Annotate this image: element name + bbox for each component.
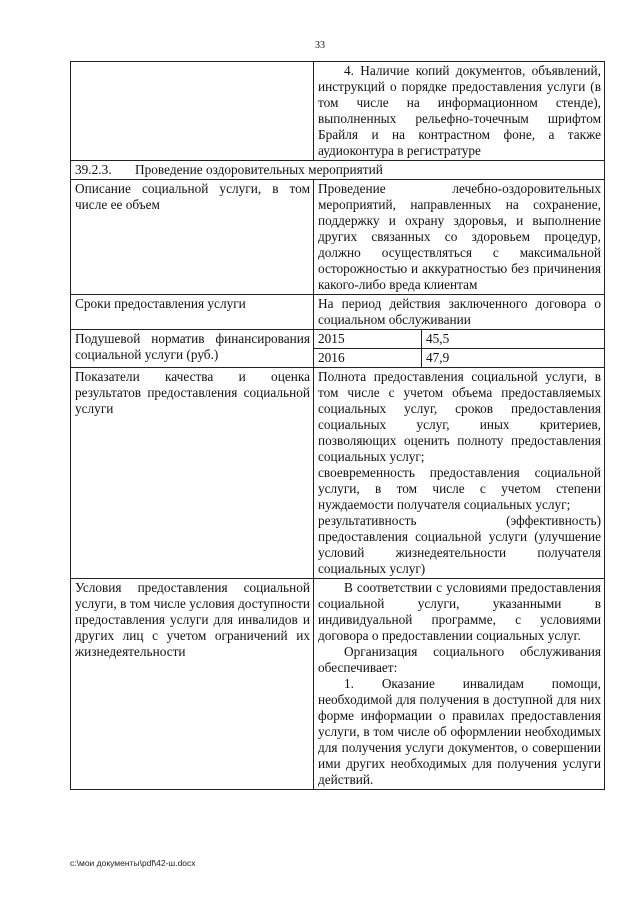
table-row — [71, 180, 605, 295]
funding-year: 2015 — [314, 330, 422, 349]
row-label: Показатели качества и оценка результатов предоставления социальной услуги — [71, 368, 314, 579]
empty-cell — [71, 62, 314, 161]
terms-text: На период действия заключенного договора о социальном обслуживании — [314, 295, 605, 330]
row-label: Условия предоставления социальной услуги, в том числе условия доступности предоставления услуги для инвалидов и других лиц с учетом ограничений их жизнедеятельности — [71, 579, 314, 790]
file-path-footer: c:\мои документы\pdf\42-ш.docx — [70, 858, 196, 868]
conditions-paragraph: В соответствии с условиями предоставления социальной услуги, указанными в индивидуальной программе, с условиями договора о предоставлении социальных услуг. — [318, 580, 601, 643]
quality-paragraph: своевременность предоставления социальной услуги, в том числе с учетом степени нуждаемости получателя социальных услуг; — [318, 465, 601, 512]
table-row — [71, 330, 605, 349]
conditions-paragraph: 1. Оказание инвалидам помощи, необходимой для получения в доступной для них форме информации о правилах предоставления услуги, в том числе об оформлении необходимых для получения услуги документов, о совершении ими других необходимых для получения услуги действий. — [318, 676, 601, 787]
conditions-paragraph: Организация социального обслуживания обеспечивает: — [318, 644, 601, 675]
table-row — [71, 368, 605, 579]
row-label: Подушевой норматив финансирования социальной услуги (руб.) — [71, 330, 314, 368]
quality-paragraph: результативность (эффективность) предоставления социальной услуги (улучшение условий жизнедеятельности получателя социальных услуг) — [318, 513, 601, 576]
description-text: Проведение лечебно-оздоровительных мероприятий, направленных на сохранение, поддержку и охрану здоровья, и выполнение других связанных со здоровьем процедур, должно осуществляться с максимальной осторожностью и аккуратностью без причинения какого-либо вреда клиентам — [314, 180, 605, 295]
quality-text — [314, 368, 605, 579]
table-row — [71, 579, 605, 790]
section-number: 39.2.3. — [75, 162, 112, 177]
section-header-row — [71, 161, 605, 180]
quality-paragraph: Полнота предоставления социальной услуги, в том числе с учетом объема предоставляемых социальных услуг, сроков предоставления социальных услуг, иных критериев, позволяющих оценить полноту предоставления социальных услуг; — [318, 369, 601, 464]
funding-value: 45,5 — [422, 330, 605, 349]
services-table — [70, 61, 605, 790]
table-row — [71, 295, 605, 330]
row-label: Сроки предоставления услуги — [71, 295, 314, 330]
section-title: Проведение оздоровительных мероприятий — [135, 162, 383, 177]
conditions-text — [314, 579, 605, 790]
page-number: 33 — [315, 40, 325, 51]
table-row — [71, 62, 605, 161]
funding-year: 2016 — [314, 349, 422, 368]
availability-text: 4. Наличие копий документов, объявлений, инструкций о порядке предоставления услуги (в том числе на информационном стенде), выполненных рельефно-точечным шрифтом Брайля и на контрастном фоне, а также аудиоконтура в регистратуре — [314, 62, 605, 161]
section-header — [71, 161, 605, 180]
funding-value: 47,9 — [422, 349, 605, 368]
row-label: Описание социальной услуги, в том числе ее объем — [71, 180, 314, 295]
